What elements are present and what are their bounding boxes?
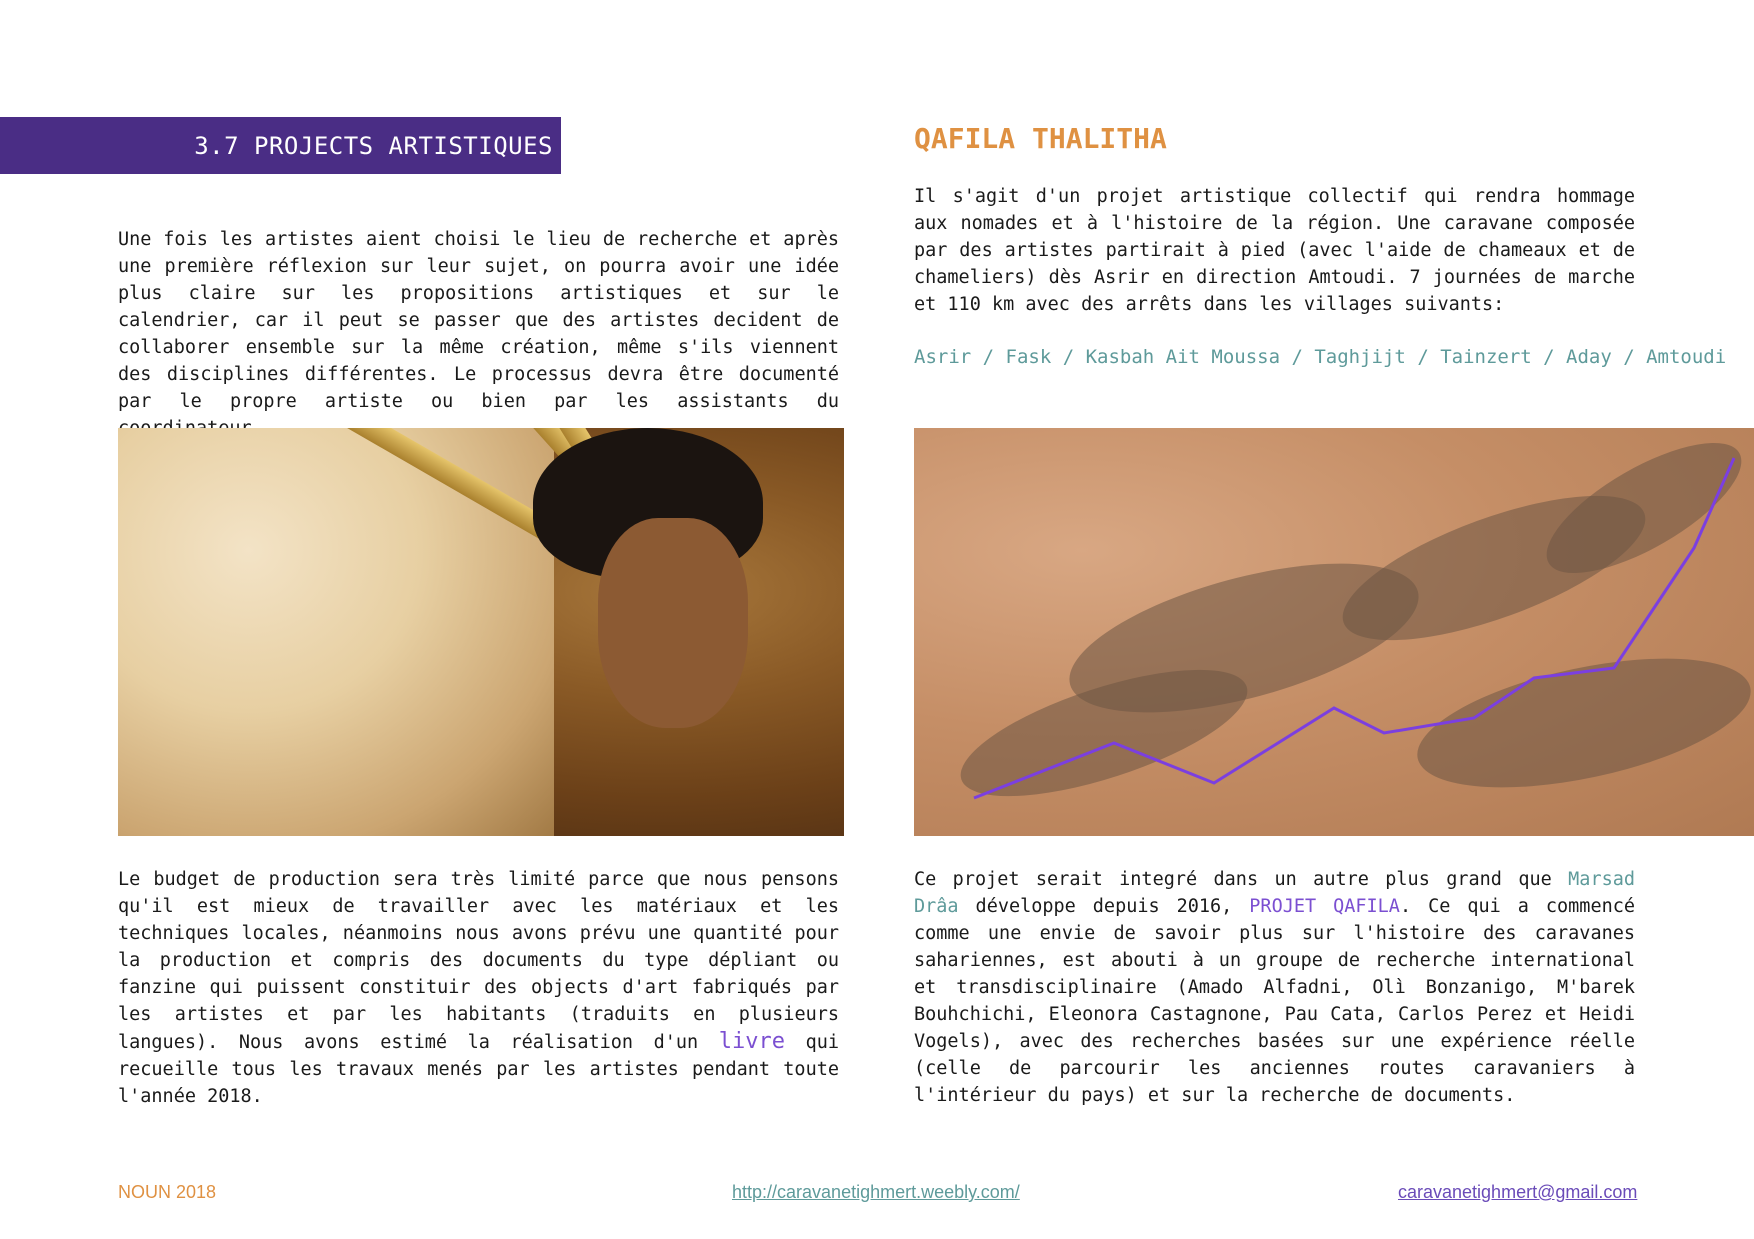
route-villages: Asrir / Fask / Kasbah Ait Moussa / Taghjijt / Tainzert / Aday / Amtoudi — [914, 346, 1727, 368]
budget-text: Le budget de production sera très limité parce que nous pensons qu'il est mieux de travailler avec les matériaux et les techniques locales, néanmoins nous avons prévu une quantité pour la production et compris des documents du type dépliant ou fanzine qui puissent constituir des objects d'art fabriqués par les artistes et par les habitants (traduits en plusieurs langues). Nous avons estimé la réalisation d'un — [118, 869, 839, 1053]
projet-qafila-link[interactable]: PROJET QAFILA — [1249, 896, 1400, 917]
marsad-draa-link[interactable]: Marsad Drâa — [914, 869, 1635, 917]
budget-paragraph — [118, 866, 839, 1110]
context-text-mid: développe depuis 2016, — [958, 896, 1250, 917]
route-map — [914, 428, 1754, 836]
qafila-description: Il s'agit d'un projet artistique collectif qui rendra hommage aux nomades et à l'histoire de la région. Une caravane composée par des artistes partirait à pied (avec l'aide de chameaux et de chameliers) dès Asrir en direction Amtoudi. 7 journées de marche et 110 km avec des arrêts dans les villages suivants: — [914, 186, 1635, 315]
section-title: 3.7 PROJECTS ARTISTIQUES — [194, 131, 553, 160]
livre-link[interactable]: livre — [718, 1029, 785, 1054]
project-title: QAFILA THALITHA — [914, 122, 1167, 155]
artist-photo — [118, 428, 844, 836]
budget-text-end: qui recueille tous les travaux menés par les artistes pendant toute l'année 2018. — [118, 1032, 839, 1107]
route-line — [914, 428, 1754, 836]
email-link[interactable]: caravanetighmert@gmail.com — [1398, 1182, 1638, 1202]
intro-paragraph: Une fois les artistes aient choisi le lieu de recherche et après une première réflexion sur leur sujet, on pourra avoir une idée plus claire sur les propositions artistiques et sur le calendrier, car il peut se passer que des artistes decident de collaborer ensemble sur la même création, même s'ils viennent des disciplines différentes. Le processus devra être documenté par le propre artiste ou bien par les assistants du — [118, 229, 839, 412]
footer-label: NOUN 2018 — [118, 1182, 217, 1202]
context-text: Ce projet serait integré dans un autre plus grand que — [914, 869, 1569, 890]
context-text-end: . Ce qui a commencé comme une envie de savoir plus sur l'histoire des caravanes sahariennes, est abouti à un groupe de recherche international et transdisciplinaire (Amado Alfadni, Olì Bonzanigo, M'barek Bouhchichi, Eleonora Castagnone, Pau Cata, Carlos Perez et Heidi Vogels), avec des recherches basées sur une expérience réelle (celle de parcourir les anciennes routes caravaniers à l'intérieur du pays) et sur la recherche de documents. — [914, 896, 1635, 1106]
section-banner — [0, 117, 561, 174]
project-context-paragraph — [914, 866, 1635, 1109]
website-link[interactable]: http://caravanetighmert.weebly.com/ — [732, 1182, 1020, 1202]
